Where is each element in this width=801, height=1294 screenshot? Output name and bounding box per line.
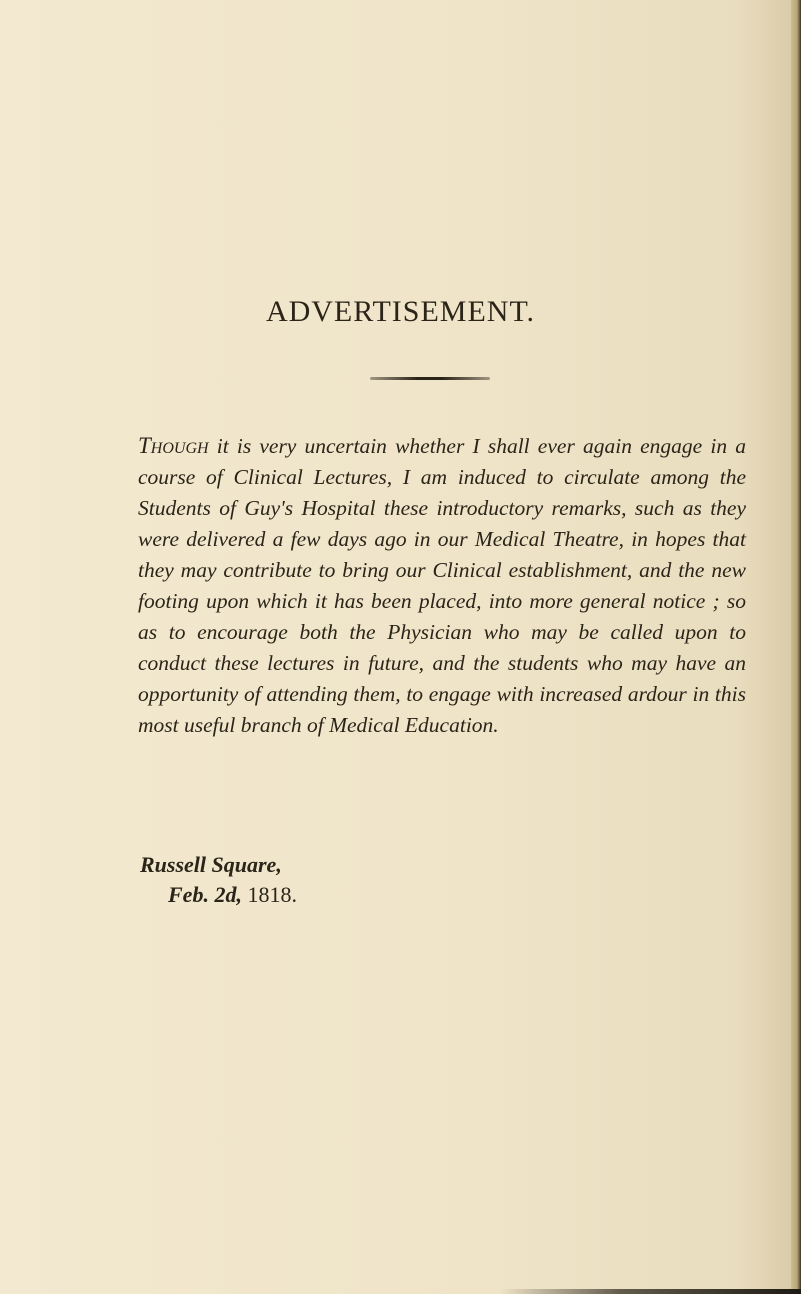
title-rule-divider [370, 377, 490, 380]
advertisement-body [138, 430, 746, 741]
body-text-content: it is very uncertain whether I shall ever again engage in a course of Clinical Lectures, I am induced to circulate among the Students of Guy's Hospital these introductory remarks, such as they were delivered a few days ago in our Medical Theatre, in hopes that they may contribute to bring our Clinical establishment, and the new footing upon which it has been placed, into more general notice ; so as to encourage both the Physician who may be called upon to conduct these lectures in future, and the students who may have an opportunity of attending them, to engage with increased ardour in this most useful branch of Medical Education. [138, 434, 746, 737]
signature-date-line [140, 880, 297, 910]
signature-block [140, 850, 297, 910]
body-lead-word: Though [138, 433, 209, 458]
page-title: ADVERTISEMENT. [265, 295, 536, 328]
signature-year: 1818. [247, 882, 297, 907]
signature-place: Russell Square, [140, 852, 282, 877]
page-bottom-edge [500, 1289, 801, 1294]
signature-date: Feb. 2d, [168, 882, 242, 907]
page-edge-shadow [791, 0, 801, 1294]
